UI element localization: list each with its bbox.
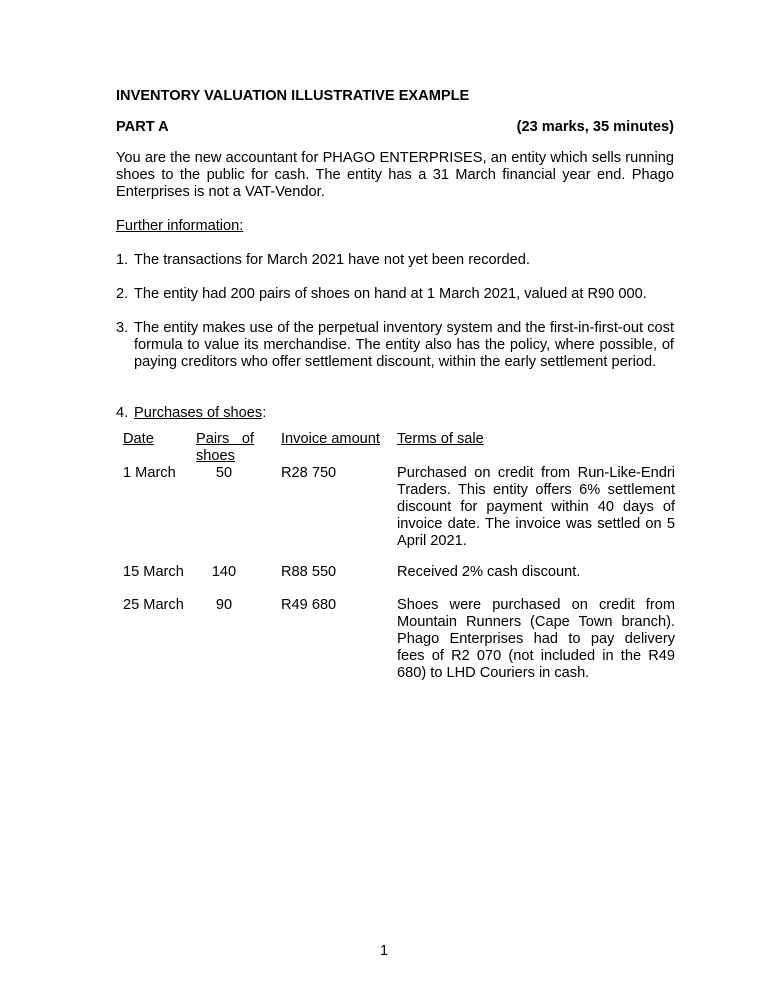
page-number: 1 bbox=[379, 943, 389, 959]
item-text: The entity had 200 pairs of shoes on hand at 1 March 2021, valued at R90 000. bbox=[134, 286, 647, 302]
row-date: 1 March bbox=[123, 465, 176, 481]
row-date: 15 March bbox=[123, 564, 184, 580]
header-pairs: Pairs of shoes bbox=[196, 431, 254, 464]
row-amount: R28 750 bbox=[281, 465, 337, 481]
marks-label: (23 marks, 35 minutes) bbox=[516, 119, 674, 135]
item-text: Purchases of shoes bbox=[134, 405, 263, 421]
row-pairs: 140 bbox=[211, 564, 237, 580]
item-number: 4. bbox=[116, 405, 129, 421]
item-number: 1. bbox=[116, 252, 129, 268]
row-terms: Shoes were purchased on credit from Mountain Runners (Cape Town branch). Phago Enterprises had to pay delivery fees of R2 070 (not included in the R49 680) to LHD Couriers in cash. bbox=[397, 597, 675, 681]
row-terms: Purchased on credit from Run-Like-Endri Traders. This entity offers 6% settlement discount for payment within 40 days of invoice date. The invoice was settled on 5 April 2021. bbox=[397, 465, 675, 549]
header-amount: Invoice amount bbox=[281, 431, 380, 447]
item-suffix: : bbox=[262, 405, 267, 421]
row-amount: R49 680 bbox=[281, 597, 337, 613]
row-pairs: 50 bbox=[215, 465, 233, 481]
further-info-heading: Further information: bbox=[116, 218, 244, 234]
item-number: 2. bbox=[116, 286, 129, 302]
row-amount: R88 550 bbox=[281, 564, 337, 580]
item-number: 3. bbox=[116, 320, 129, 336]
intro-paragraph: You are the new accountant for PHAGO ENTERPRISES, an entity which sells running shoes to the public for cash. The entity has a 31 March financial year end. Phago Enterprises is not a VAT-Vendor. bbox=[116, 150, 674, 200]
row-terms: Received 2% cash discount. bbox=[397, 564, 581, 580]
row-pairs: 90 bbox=[215, 597, 233, 613]
item-text: The transactions for March 2021 have not yet been recorded. bbox=[134, 252, 530, 268]
part-heading: PART A bbox=[116, 119, 169, 135]
row-date: 25 March bbox=[123, 597, 184, 613]
header-terms: Terms of sale bbox=[397, 431, 484, 447]
item-text: The entity makes use of the perpetual inventory system and the first-in-first-out cost formula to value its merchandise. The entity also has the policy, where possible, of paying creditors who offer settlement discount, within the early settlement period. bbox=[134, 320, 674, 370]
header-date: Date bbox=[123, 431, 154, 447]
document-title: INVENTORY VALUATION ILLUSTRATIVE EXAMPLE bbox=[116, 88, 470, 104]
